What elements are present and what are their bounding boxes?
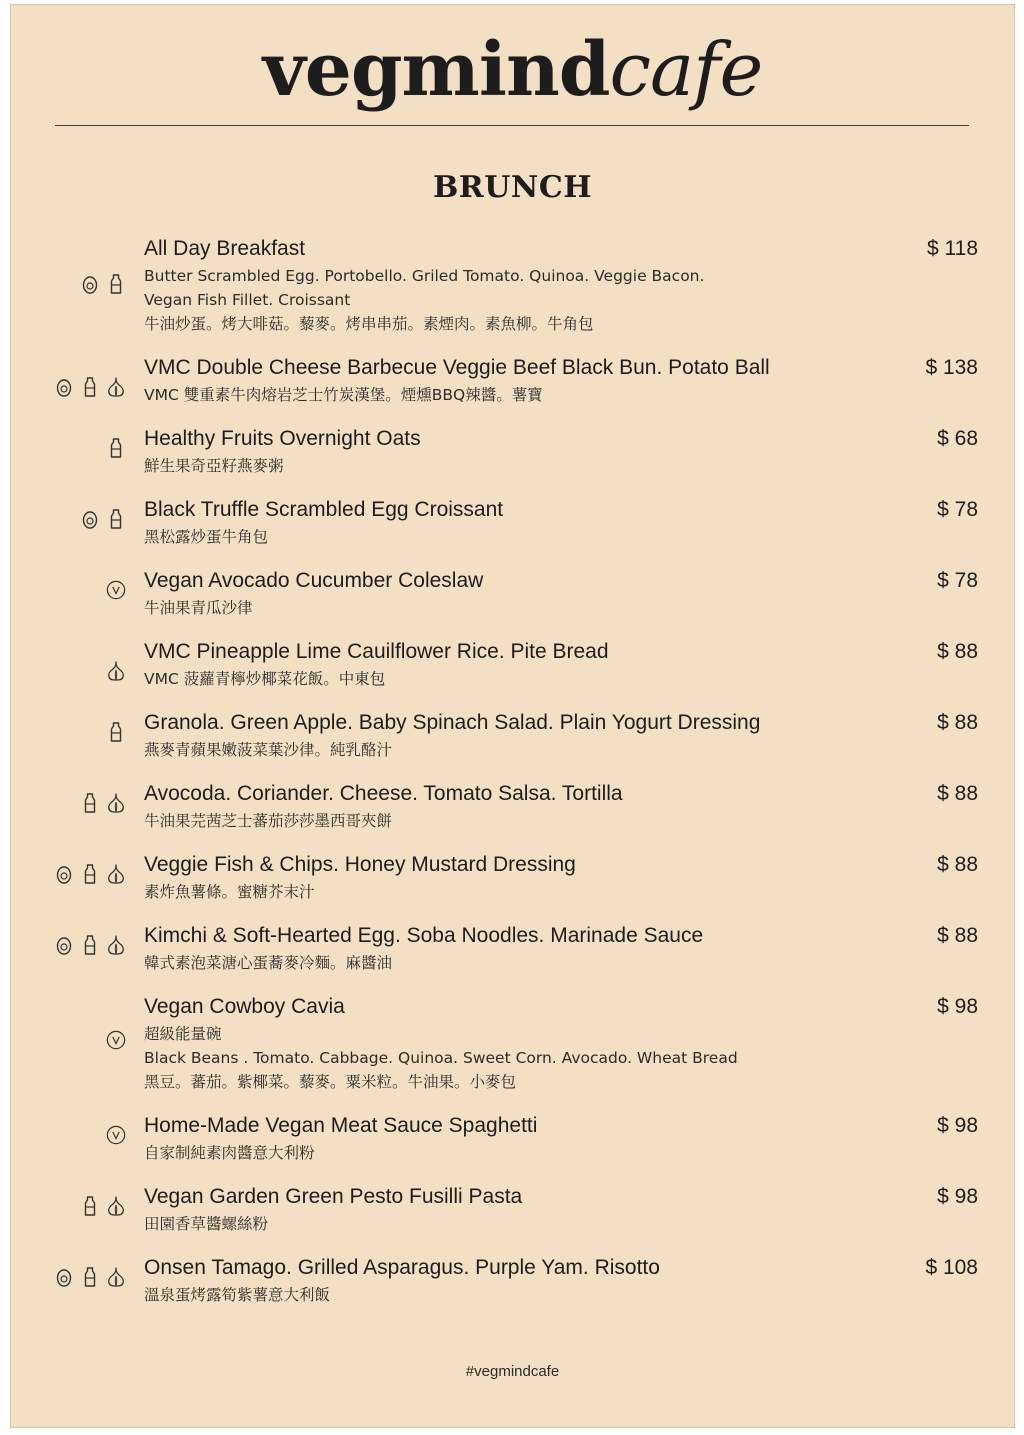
item-price: $ 88 (937, 853, 978, 876)
item-description-line: 韓式素泡菜溏心蛋蕎麥冷麵。麻醬油 (144, 954, 393, 972)
milk-icon (80, 1195, 100, 1217)
milk-icon (80, 792, 100, 814)
item-description-line: Butter Scrambled Egg. Portobello. Griled Tomato. Quinoa. Veggie Bacon. (144, 267, 705, 285)
item-description-line: 牛油果青瓜沙律 (144, 599, 253, 617)
item-description-line: VMC 雙重素牛肉熔岩芝士竹炭漢堡。煙燻BBQ辣醬。薯寶 (144, 386, 543, 404)
dietary-icons (54, 863, 126, 885)
item-description-line: Black Beans . Tomato. Cabbage. Quinoa. Sweet Corn. Avocado. Wheat Bread (144, 1049, 738, 1067)
item-price: $ 98 (937, 995, 978, 1018)
egg-icon (54, 934, 74, 956)
milk-icon (80, 934, 100, 956)
item-name: Granola. Green Apple. Baby Spinach Salad. Plain Yogurt Dressing (144, 711, 761, 734)
milk-icon (106, 721, 126, 743)
item-name: Onsen Tamago. Grilled Asparagus. Purple Yam. Risotto (144, 1256, 660, 1279)
item-description-line: 燕麥青蘋果嫩菠菜葉沙律。純乳酪汁 (144, 741, 393, 759)
item-price: $ 98 (937, 1114, 978, 1137)
header-divider (55, 125, 969, 126)
item-name: Home-Made Vegan Meat Sauce Spaghetti (144, 1114, 538, 1137)
item-price: $ 88 (937, 924, 978, 947)
egg-icon (54, 1266, 74, 1288)
item-price: $ 88 (937, 711, 978, 734)
egg-icon (54, 376, 74, 398)
egg-icon (80, 508, 100, 530)
egg-icon (54, 863, 74, 885)
item-name: VMC Double Cheese Barbecue Veggie Beef Black Bun. Potato Ball (144, 356, 770, 379)
item-name: Vegan Avocado Cucumber Coleslaw (144, 569, 484, 592)
dietary-icons (54, 376, 126, 398)
item-price: $ 98 (937, 1185, 978, 1208)
item-description-line: VMC 菠蘿青檸炒椰菜花飯。中東包 (144, 670, 386, 688)
item-description-line: 超級能量碗 (144, 1025, 222, 1043)
item-name: Black Truffle Scrambled Egg Croissant (144, 498, 504, 521)
vegan-icon (106, 579, 126, 601)
item-description-line: 溫泉蛋烤露筍紫薯意大利飯 (144, 1286, 331, 1304)
logo-italic-part: cafe (609, 27, 763, 113)
item-price: $ 78 (937, 498, 978, 521)
dietary-icons (106, 1029, 126, 1051)
milk-icon (80, 376, 100, 398)
dietary-icons (106, 437, 126, 459)
egg-icon (80, 273, 100, 295)
cafe-logo (11, 27, 1014, 113)
dietary-icons (106, 1124, 126, 1146)
section-title: BRUNCH (432, 170, 593, 205)
milk-icon (80, 863, 100, 885)
garlic-icon (106, 1266, 126, 1288)
item-description-line: 黑豆。蕃茄。紫椰菜。藜麥。粟米粒。牛油果。小麥包 (144, 1073, 517, 1091)
garlic-icon (106, 934, 126, 956)
item-description-line: 黑松露炒蛋牛角包 (144, 528, 269, 546)
item-description-line: 田園香草醬螺絲粉 (144, 1215, 269, 1233)
item-description-line: 素炸魚薯條。蜜糖芥末汁 (144, 883, 315, 901)
item-name: All Day Breakfast (144, 237, 306, 260)
milk-icon (80, 1266, 100, 1288)
item-name: Avocoda. Coriander. Cheese. Tomato Salsa. Tortilla (144, 782, 623, 805)
item-name: Kimchi & Soft-Hearted Egg. Soba Noodles. Marinade Sauce (144, 924, 704, 947)
dietary-icons (54, 1266, 126, 1288)
item-price: $ 78 (937, 569, 978, 592)
dietary-icons (106, 660, 126, 682)
item-price: $ 118 (927, 237, 978, 260)
item-price: $ 138 (925, 356, 978, 379)
item-description-line: 鮮生果奇亞籽燕麥粥 (144, 457, 284, 475)
item-price: $ 88 (937, 782, 978, 805)
item-name: Veggie Fish & Chips. Honey Mustard Dressing (144, 853, 576, 876)
milk-icon (106, 273, 126, 295)
footer-hashtag: #vegmindcafe (465, 1363, 560, 1380)
menu-page (10, 4, 1015, 1428)
dietary-icons (80, 273, 126, 295)
item-description-line: 牛油炒蛋。烤大啡菇。藜麥。烤串串茄。素煙肉。素魚柳。牛角包 (144, 315, 594, 333)
dietary-icons (80, 792, 126, 814)
item-description-line: Vegan Fish Fillet. Croissant (144, 291, 351, 309)
item-price: $ 108 (925, 1256, 978, 1279)
garlic-icon (106, 792, 126, 814)
item-description-line: 自家制純素肉醬意大利粉 (144, 1144, 315, 1162)
item-price: $ 68 (937, 427, 978, 450)
garlic-icon (106, 1195, 126, 1217)
garlic-icon (106, 863, 126, 885)
garlic-icon (106, 376, 126, 398)
dietary-icons (54, 934, 126, 956)
item-price: $ 88 (937, 640, 978, 663)
item-name: VMC Pineapple Lime Cauilflower Rice. Pite Bread (144, 640, 609, 663)
logo-bold-part: vegmind (262, 27, 610, 113)
dietary-icons (80, 508, 126, 530)
milk-icon (106, 508, 126, 530)
item-name: Vegan Cowboy Cavia (144, 995, 345, 1018)
dietary-icons (106, 721, 126, 743)
dietary-icons (106, 579, 126, 601)
item-description-line: 牛油果芫茜芝士蕃茄莎莎墨西哥夾餅 (144, 812, 393, 830)
item-name: Healthy Fruits Overnight Oats (144, 427, 421, 450)
milk-icon (106, 437, 126, 459)
vegan-icon (106, 1029, 126, 1051)
garlic-icon (106, 660, 126, 682)
dietary-icons (80, 1195, 126, 1217)
vegan-icon (106, 1124, 126, 1146)
item-name: Vegan Garden Green Pesto Fusilli Pasta (144, 1185, 523, 1208)
